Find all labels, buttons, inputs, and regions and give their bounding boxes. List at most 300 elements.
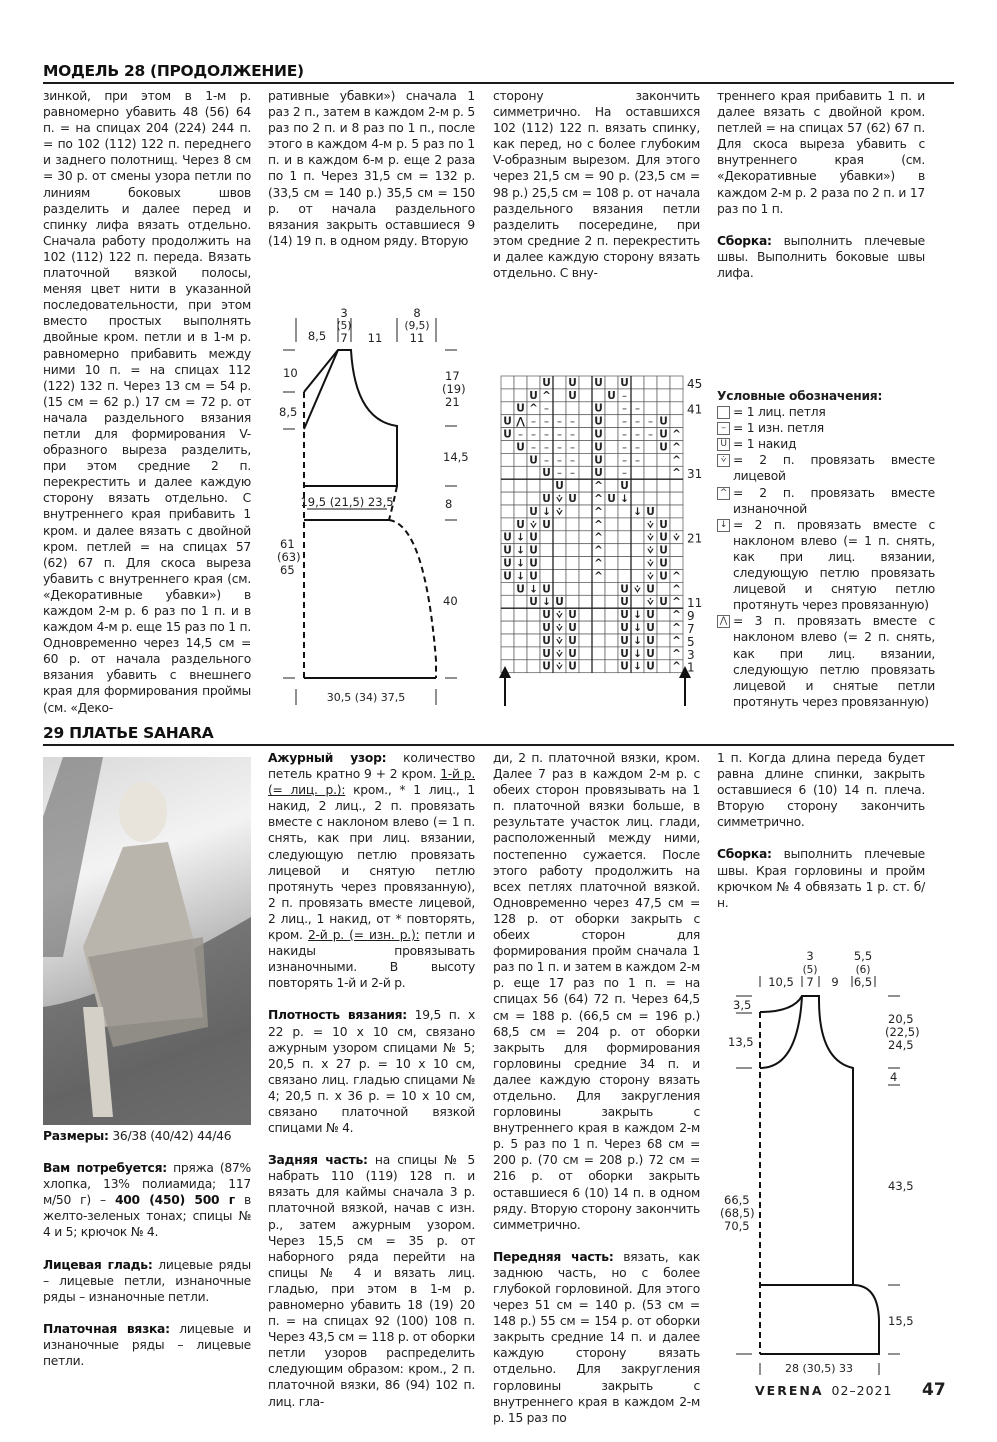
ssk-cell-symbol: ↓ [633,622,642,634]
yarn-over-cell-symbol: U [529,544,538,557]
knit-cell [670,402,683,415]
yarn-over-cell-symbol: U [568,660,577,673]
ssk-cell-symbol: ↓ [516,557,525,570]
magazine-issue: 02–2021 [831,1383,893,1398]
k2tog-knit-cell-symbol: ⩒ [634,583,641,596]
knit-cell [605,505,618,518]
purl-cell-symbol: – [570,416,575,428]
schematic-model-28 [275,300,485,712]
dim-label: 10,5 [768,975,794,989]
knit-cell [657,453,670,466]
yarn-over-cell-symbol: U [503,544,512,557]
yarn-over-cell-symbol: U [594,376,603,389]
knit-cell [579,505,592,518]
ssk-cell-symbol: ↓ [633,660,642,673]
dim-label: 66,5 [724,1193,750,1207]
gauge-label: Плотность вязания: [268,1008,407,1023]
dim-label: 65 [280,563,295,577]
knit-cell [540,531,553,544]
k2tog-knit-cell-symbol: ⩒ [647,544,654,557]
paragraph: сторону закончить симметрично. На оставшихся 102 (112) 122 п. вязать спинку, как перед, но с более глубоким V-образным вырезом. Для этого через 21,5 см = 90 р. (23,5 см = 98 р.) 25,5 см = 108 р. от начала раздельного вязания петли разделить посередине, при этом средние 2 п. перекрестить и далее каждую сторону вязать отдельно. С вну- [493,89,700,281]
knit-cell [631,492,644,505]
yarn-over-cell-symbol: U [659,518,668,531]
k2tog-purl-cell-symbol: ^ [672,441,681,454]
back-text: на спицы № 5 набрать 110 (119) 128 п. и вязать для каймы сначала 3 р. платочной вязкой, начав с изн. р., затем ажурным узором. Через 15,5 см = 35 р. от наборного ряда перейти на спицы № 4 и вязать лиц. гладью, при этом в 1-м р. равномерно убавить 18 (19) 20 п. = на спицах 92 (100) 108 п. Через 43,5 см = 118 р. от оборки петли узоров распределить следующим образом: кром., 2 п. платочной вязки, 86 (94) 102 п. лиц. гла- [268,1153,475,1409]
lace-pattern-paragraph [268,750,475,991]
stitch-chart [497,372,707,710]
knit-cell [657,466,670,479]
purl-cell-symbol: – [544,403,549,415]
knit-cell [527,608,540,621]
k2tog-purl-cell-symbol: ^ [594,518,603,531]
yarn-over-cell-symbol: U [620,660,629,673]
knit-cell [618,518,631,531]
knit-stitch-icon [717,406,730,419]
purl-cell-symbol: – [648,416,653,428]
yarn-over-cell-symbol: U [568,493,577,505]
knit-cell [592,621,605,634]
dim-label: 61 [280,537,295,551]
knit-cell [631,466,644,479]
purl-cell-symbol: – [518,429,523,441]
lace-text: количество петель кратно 9 + 2 кром. [268,751,475,782]
purl-cell-symbol: – [544,416,549,428]
knit-cell [644,389,657,402]
heading-rule [43,82,954,84]
knit-cell [592,634,605,647]
yarn-over-cell-symbol: U [542,467,551,480]
text-column-1 [43,88,251,732]
k2tog-purl-cell-symbol: ^ [594,505,603,518]
sk2p-icon: ⋀ [717,615,730,628]
row-number-label: 41 [687,402,703,417]
yarn-over-cell-symbol: U [503,428,512,441]
k2tog-knit-cell-symbol: ⩒ [556,493,563,505]
dim-label: (5) [802,964,818,976]
knit-cell [501,608,514,621]
yarn-over-cell-symbol: U [529,505,538,518]
purl-cell-symbol: – [544,429,549,441]
sk2p-cell-symbol: ⋀ [516,415,525,428]
knit-cell [579,415,592,428]
gauge-paragraph [268,1007,475,1136]
k2tog-purl-cell-symbol: ^ [672,596,681,609]
text-column-4 [717,88,925,297]
purl-cell-symbol: – [557,416,562,428]
knit-cell [553,376,566,389]
knit-cell [501,453,514,466]
purl-cell-symbol: – [570,455,575,467]
dim-label: 8 [413,306,421,320]
knit-cell [566,518,579,531]
knit-cell [644,466,657,479]
knit-cell [605,441,618,454]
knit-cell [644,402,657,415]
knit-cell [527,466,540,479]
yarn-over-cell-symbol: U [659,570,668,583]
materials-label: Вам потребуется: [43,1161,167,1176]
yarn-over-cell-symbol: U [555,480,564,493]
chart-cells [501,376,683,673]
knit-cell [566,582,579,595]
bottom-width-label: 28 (30,5) 33 [784,1362,854,1375]
materials-paragraph [43,1160,251,1240]
purl-cell-symbol: – [557,429,562,441]
skirt-dashed-outline [304,392,436,678]
yarn-over-cell-symbol: U [646,583,655,596]
knit-cell [501,376,514,389]
dim-label: 9 [831,975,839,989]
assembly-paragraph [717,846,925,910]
purl-cell-symbol: – [622,442,627,454]
knit-cell [579,660,592,673]
yarn-over-cell-symbol: U [503,557,512,570]
knit-cell [566,570,579,583]
photo-illustration [43,757,251,1125]
chart-legend [717,388,935,710]
knit-cell [670,518,683,531]
garter-label: Платочная вязка: [43,1321,170,1336]
dim-label: 21 [445,395,460,409]
yarn-over-cell-symbol: U [542,609,551,622]
knit-cell [501,389,514,402]
knit-cell [657,402,670,415]
k2tog-knit-cell-symbol: ⩒ [647,518,654,531]
knit-cell [631,557,644,570]
waist-label: 19,5 (21,5) 23,5 [300,495,394,509]
knit-cell [579,492,592,505]
yarn-over-cell-symbol: U [659,557,668,570]
knit-cell [657,634,670,647]
knit-cell [631,389,644,402]
knit-cell [579,389,592,402]
yarn-over-cell-symbol: U [542,518,551,531]
knit-cell [514,479,527,492]
yarn-over-cell-symbol: U [620,583,629,596]
knit-cell [514,608,527,621]
knit-cell [566,505,579,518]
knit-cell [514,492,527,505]
dim-label: 8,5 [307,329,327,343]
yarn-over-cell-symbol: U [542,660,551,673]
knit-cell [618,505,631,518]
knit-cell [501,582,514,595]
purl-cell-symbol: – [635,442,640,454]
knit-cell [501,441,514,454]
knit-cell [527,479,540,492]
yarn-over-cell-symbol: U [659,596,668,609]
assembly-label: Сборка: [717,847,772,862]
instructions-column [493,750,700,1442]
page-number: 47 [922,1380,946,1400]
section-heading-model-29: 29 ПЛАТЬЕ SAHARA [43,724,214,742]
ssk-cell-symbol: ↓ [542,596,551,609]
k2tog-purl-cell-symbol: ^ [672,570,681,583]
knit-cell [514,660,527,673]
k2tog-purl-cell-symbol: ^ [594,570,603,583]
knit-cell [605,428,618,441]
purl-stitch-icon: – [717,422,730,435]
stockinette-label: Лицевая гладь: [43,1257,153,1272]
materials-text: в желто-зеленых тонах; спицы № 4 и 5; крючок № 4. [43,1193,252,1240]
yarn-over-cell-symbol: U [503,531,512,544]
knit-cell [605,415,618,428]
knit-cell [579,647,592,660]
knit-cell [592,608,605,621]
knit-cell [579,608,592,621]
yarn-over-cell-symbol: U [529,557,538,570]
k2tog-knit-cell-symbol: ⩒ [556,634,563,647]
purl-cell-symbol: – [635,429,640,441]
k2tog-knit-cell-symbol: ⩒ [556,622,563,634]
legend-text: = 2 п. провязать вместе с наклоном влево (= 1 п. снять, как при лиц. вязании, следующую петлю провязать лицевой и снятую петлю протянуть через провязанную) [733,517,935,613]
purl-cell-symbol: – [622,416,627,428]
k2tog-knit-cell-symbol: ⩒ [647,570,654,583]
heading-rule [43,744,954,746]
legend-item [717,485,935,517]
yarn-over-cell-symbol: U [529,454,538,467]
knit-cell [657,505,670,518]
stockinette-text: лицевые ряды – лицевые петли, изнаночные ряды – изнаночные петли. [43,1257,251,1304]
yarn-over-cell-symbol: U [620,609,629,622]
yarn-over-cell-symbol: U [594,454,603,467]
yarn-over-cell-symbol: U [594,441,603,454]
k2tog-purl-cell-symbol: ^ [672,660,681,673]
garter-paragraph [43,1321,251,1369]
knit-cell [579,518,592,531]
dim-label: 24,5 [888,1038,914,1052]
k2tog-purl-icon: ^ [717,487,730,500]
paragraph: ративные убавки») сначала 1 раз 2 п., затем в каждом 2-м р. 5 раз по 2 п. и 8 раз по 1 п., после этого в каждом 4-м р. 5 раз по 1 п. и в каждом 6-м р. еще 2 раза по 1 п. Через 31,5 см = 132 р. (33,5 см = 140 р.) 35,5 см = 150 р. от начала раздельного вязания закрыть оставшиеся 9 (14) 19 п. в одном ряду. Вторую [268,89,475,248]
yarn-over-cell-symbol: U [594,402,603,415]
knit-cell [605,453,618,466]
purl-cell-symbol: – [635,416,640,428]
knit-cell [579,595,592,608]
purl-cell-symbol: – [635,403,640,415]
knit-cell [566,557,579,570]
yarn-over-cell-symbol: U [516,441,525,454]
dim-label: 7 [340,331,348,345]
knit-cell [657,647,670,660]
yarn-over-cell-symbol: U [646,505,655,518]
knit-cell [579,570,592,583]
ssk-cell-symbol: ↓ [633,647,642,660]
knit-cell [605,518,618,531]
k2tog-purl-cell-symbol: ^ [529,402,538,415]
purl-cell-symbol: – [622,468,627,480]
pattern-column [268,750,475,1426]
back-paragraph [268,1152,475,1410]
yarn-over-cell-symbol: U [607,493,616,505]
k2tog-knit-cell-symbol: ⩒ [647,557,654,570]
purl-cell-symbol: – [635,455,640,467]
assembly-paragraph [717,233,925,281]
garter-text: лицевые и изнаночные ряды – лицевые петли. [43,1321,252,1369]
knit-cell [657,608,670,621]
yarn-over-cell-symbol: U [646,609,655,622]
lace-row1-label: 1-й р. (= лиц. р.): [268,767,475,798]
knit-cell [527,376,540,389]
knit-cell [631,479,644,492]
text-column-3 [493,88,700,297]
knit-cell [631,518,644,531]
yarn-over-cell-symbol: U [542,376,551,389]
assembly-text: выполнить плечевые швы. Выполнить боковые швы лифа. [717,233,925,280]
lace-text: петли и накиды провязывать изнаночными. В высоту повторять 1-й и 2-й р. [268,928,475,991]
knit-cell [579,634,592,647]
sizes-label: Размеры: [43,1129,109,1143]
knit-cell [579,621,592,634]
yarn-over-cell-symbol: U [646,634,655,647]
yarn-over-cell-symbol: U [607,389,616,402]
knit-cell [553,582,566,595]
knit-cell [670,376,683,389]
knit-cell [592,389,605,402]
knit-cell [514,647,527,660]
yarn-over-cell-symbol: U [646,660,655,673]
k2tog-knit-cell-symbol: ⩒ [556,660,563,673]
yarn-over-cell-symbol: U [503,570,512,583]
dim-label: (68,5) [720,1206,755,1220]
bottom-width-label: 30,5 (34) 37,5 [326,691,406,704]
paragraph: треннего края прибавить 1 п. и далее вязать с двойной кром. петлей = на спицах 57 (62) 67 п. Для скоса выреза убавить с внутреннего края (см. «Декоративные убавки») в каждом 2-м р. 2 раза по 2 п. и 17 раз по 1 п. [717,89,925,216]
yarn-over-cell-symbol: U [542,583,551,596]
knit-cell [644,479,657,492]
knit-cell [566,544,579,557]
knit-cell [657,376,670,389]
knit-cell [514,376,527,389]
knit-cell [644,441,657,454]
yarn-over-cell-symbol: U [620,647,629,660]
knit-cell [579,402,592,415]
ssk-cell-symbol: ↓ [529,583,538,596]
knit-cell [618,570,631,583]
knit-cell [605,621,618,634]
purl-cell-symbol: – [622,429,627,441]
legend-text: = 1 изн. петля [733,421,824,436]
legend-text: = 1 лиц. петля [733,405,826,420]
dim-label: 3 [340,306,348,320]
row-number-label: 1 [687,660,695,675]
dim-label: 17 [445,369,460,383]
dim-label: 43,5 [888,1179,914,1193]
knit-cell [631,376,644,389]
knit-cell [592,647,605,660]
knit-cell [657,389,670,402]
knit-cell [579,582,592,595]
yarn-over-cell-symbol: U [529,389,538,402]
dim-label: (19) [442,382,466,396]
yarn-over-cell-symbol: U [568,622,577,634]
purl-cell-symbol: – [622,403,627,415]
k2tog-knit-cell-symbol: ⩒ [556,609,563,622]
knit-cell [670,557,683,570]
dress-outline [760,996,879,1354]
knit-cell [605,647,618,660]
k2tog-purl-cell-symbol: ^ [672,609,681,622]
yarn-over-cell-symbol: U [568,647,577,660]
row-number-label: 3 [687,647,695,662]
knit-cell [566,402,579,415]
row-number-label: 21 [687,531,703,546]
knit-cell [605,570,618,583]
k2tog-knit-cell-symbol: ⩒ [673,531,680,544]
knit-cell [605,544,618,557]
dim-label: 6,5 [853,975,873,989]
legend-text: = 2 п. провязать вместе лицевой [733,453,935,484]
knit-cell [670,479,683,492]
ssk-cell-symbol: ↓ [516,570,525,583]
k2tog-knit-cell-symbol: ⩒ [556,505,563,518]
yarn-over-icon: U [717,438,730,451]
knit-cell [501,479,514,492]
purl-cell-symbol: – [544,442,549,454]
purl-cell-symbol: – [557,468,562,480]
yarn-over-cell-symbol: U [659,441,668,454]
yarn-over-cell-symbol: U [542,634,551,647]
knit-cell [566,531,579,544]
paragraph: зинкой, при этом в 1-м р. равномерно убавить 48 (56) 64 п. = на спицах 204 (224) 244 п. = по 102 (112) 122 п. переднего и заднего полотнищ. Через 8 см = 30 р. от смены узора петли по линиям боковых швов разделить и далее перед и спинку лифа вязать отдельно. Сначала работу продолжить на 102 (112) 122 п. переда. Вязать платочной вязкой полосы, меняя цвет нити в указанной последовательности, при этом вместо простых выполнять двойные кром. петли и в 1-м р. равномерно прибавить между ними 10 п. = на спицах 112 (122) 132 п. Через 13 см = 54 р. (15 см = 62 р.) 17 см = 72 р. от начала раздельного вязания петли для формирования V-образного выреза разделить, при этом средние 2 п. перекрестить и далее каждую сторону вязать отдельно. С внутреннего края прибавить 1 кром. и далее вязать с двойной кром. петлей = на спицах 57 (62) 67 п. Для скоса выреза убавить с внутреннего края (см. «Декоративные убавки») в каждом 2-м р. 6 раз по 1 п. и в каждом 4-м р. еще 15 раз по 1 п. Одновременно через 14,5 см = 60 р. от начала раздельного вязания убавить с внешнего края для формирования проймы (см. «Деко- [43,89,251,715]
legend-item [717,517,935,614]
text-column-2 [268,88,475,265]
knit-cell [501,492,514,505]
sizes-text: 36/38 (40/42) 44/46 [108,1129,232,1143]
knit-cell [501,466,514,479]
knit-cell [657,479,670,492]
yarn-amount: 400 (450) 500 г [114,1193,235,1208]
knit-cell [553,557,566,570]
k2tog-purl-cell-symbol: ^ [542,389,551,402]
purl-cell-symbol: – [622,390,627,402]
yarn-over-cell-symbol: U [529,570,538,583]
knit-cell [618,557,631,570]
knit-cell [514,621,527,634]
k2tog-purl-cell-symbol: ^ [672,467,681,480]
knit-cell [592,595,605,608]
legend-item [717,420,935,436]
knit-cell [540,570,553,583]
knit-cell [670,505,683,518]
knit-cell [579,428,592,441]
yarn-over-cell-symbol: U [529,531,538,544]
dim-label: 14,5 [443,450,469,464]
ssk-cell-symbol: ↓ [633,609,642,622]
dim-label: (22,5) [885,1025,920,1039]
legend-title: Условные обозначения: [717,389,883,403]
lace-text: кром., * 1 лиц., 1 накид, 2 лиц., 2 п. провязать вместе с наклоном влево (= 1 п. снять, как при лиц. вязании, следующую петлю провязать лицевой и снятую петлю протянуть через провязанную), 2 п. провязать вместе лицевой, 2 лиц., 1 накид, от * повторять, кром. [268,783,475,943]
ssk-cell-symbol: ↓ [620,493,629,505]
knit-cell [501,402,514,415]
purl-cell-symbol: – [570,468,575,480]
knit-cell [579,466,592,479]
purl-cell-symbol: – [557,455,562,467]
knit-cell [644,453,657,466]
k2tog-knit-cell-symbol: ⩒ [530,518,537,531]
k2tog-knit-icon: ⩒ [717,454,730,467]
ssk-icon: ↓ [717,519,730,532]
dim-label: 20,5 [888,1012,914,1026]
dim-label: (5) [336,320,352,332]
knit-cell [644,376,657,389]
knit-cell [514,453,527,466]
knit-cell [514,595,527,608]
dim-label: (9,5) [404,320,430,332]
knit-cell [566,595,579,608]
front-continued-paragraph: 1 п. Когда длина переда будет равна длине спинки, закрыть оставшиеся 6 (10) 14 п. плеча. Вторую сторону закончить симметрично. [717,751,925,830]
dim-label: 8 [445,497,453,511]
legend-text: = 3 п. провязать вместе с наклоном влево (= 2 п. снять, как при лиц. вязании, следующую петлю провязать лицевой и снятые петли протянуть через провязанную) [733,614,935,709]
knit-cell [553,518,566,531]
